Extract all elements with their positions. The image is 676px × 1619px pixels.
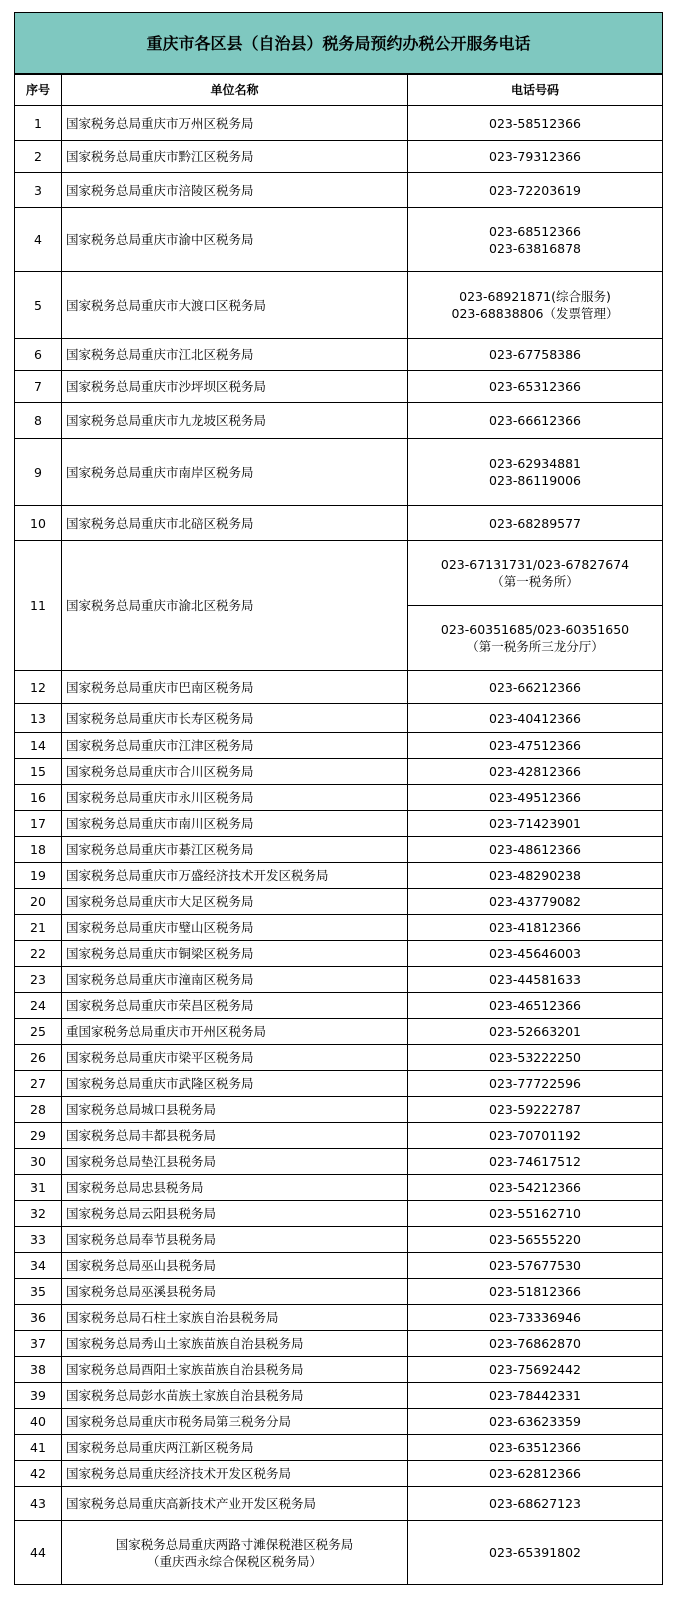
table-row xyxy=(15,1331,663,1357)
row-unit-name: 国家税务总局重庆市大足区税务局 xyxy=(62,889,408,915)
row-number: 23 xyxy=(15,967,62,993)
row-number: 34 xyxy=(15,1253,62,1279)
cell-line: 023-51812366 xyxy=(489,1284,582,1299)
row-unit-name: 国家税务总局重庆市南川区税务局 xyxy=(62,811,408,837)
row-unit-name xyxy=(62,1521,408,1585)
cell-line: 023-66212366 xyxy=(489,679,582,695)
table-title: 重庆市各区县（自治县）税务局预约办税公开服务电话 xyxy=(15,13,663,75)
row-number: 24 xyxy=(15,993,62,1019)
row-number: 17 xyxy=(15,811,62,837)
row-phone xyxy=(408,272,663,339)
cell-line: 023-58512366 xyxy=(489,115,582,131)
cell-line: 023-79312366 xyxy=(489,149,582,164)
cell-line: 023-55162710 xyxy=(489,1206,582,1221)
row-unit-name: 国家税务总局重庆市璧山区税务局 xyxy=(62,915,408,941)
table-row xyxy=(15,1097,663,1123)
cell-line: 023-48290238 xyxy=(489,868,582,883)
cell-line: 023-72203619 xyxy=(489,182,582,198)
row-phone xyxy=(408,1175,663,1201)
row-number: 43 xyxy=(15,1487,62,1521)
cell-line: 023-77722596 xyxy=(489,1076,582,1091)
row-unit-name: 国家税务总局酉阳土家族苗族自治县税务局 xyxy=(62,1357,408,1383)
table-row xyxy=(15,1227,663,1253)
row-phone xyxy=(408,1409,663,1435)
row-unit-name: 国家税务总局重庆市綦江区税务局 xyxy=(62,837,408,863)
table-row xyxy=(15,889,663,915)
row-number: 7 xyxy=(15,371,62,403)
row-unit-name: 国家税务总局巫山县税务局 xyxy=(62,1253,408,1279)
row-phone xyxy=(408,915,663,941)
table-row xyxy=(15,1435,663,1461)
row-phone xyxy=(408,1227,663,1253)
table-row xyxy=(15,1521,663,1585)
row-phone xyxy=(408,208,663,272)
row-number: 5 xyxy=(15,272,62,339)
cell-line: 023-53222250 xyxy=(489,1050,582,1065)
cell-line: （第一税务所三龙分厅） xyxy=(466,639,604,654)
phone-table xyxy=(14,12,663,1585)
table-row xyxy=(15,541,663,606)
row-number: 36 xyxy=(15,1305,62,1331)
row-number: 28 xyxy=(15,1097,62,1123)
row-phone xyxy=(408,1071,663,1097)
row-phone xyxy=(408,1149,663,1175)
table-row xyxy=(15,1019,663,1045)
cell-line: 023-40412366 xyxy=(489,710,582,726)
cell-line: 023-73336946 xyxy=(489,1310,582,1325)
row-phone xyxy=(408,1521,663,1585)
table-row xyxy=(15,993,663,1019)
table-row xyxy=(15,173,663,208)
row-unit-name: 国家税务总局云阳县税务局 xyxy=(62,1201,408,1227)
row-unit-name: 国家税务总局重庆市沙坪坝区税务局 xyxy=(62,371,408,403)
table-row xyxy=(15,1201,663,1227)
row-number: 8 xyxy=(15,403,62,439)
table-row xyxy=(15,785,663,811)
row-number: 21 xyxy=(15,915,62,941)
row-number: 10 xyxy=(15,506,62,541)
table-row xyxy=(15,106,663,141)
table-row xyxy=(15,1149,663,1175)
row-phone xyxy=(408,1279,663,1305)
table-row xyxy=(15,439,663,506)
row-phone xyxy=(408,941,663,967)
row-unit-name: 国家税务总局重庆经济技术开发区税务局 xyxy=(62,1461,408,1487)
row-unit-name: 国家税务总局重庆市涪陵区税务局 xyxy=(62,173,408,208)
row-number: 26 xyxy=(15,1045,62,1071)
cell-line: 023-68512366 xyxy=(489,223,582,239)
table-row xyxy=(15,733,663,759)
cell-line: 023-66612366 xyxy=(489,413,582,428)
row-unit-name: 国家税务总局石柱土家族自治县税务局 xyxy=(62,1305,408,1331)
table-row xyxy=(15,1253,663,1279)
cell-line: 023-62934881 xyxy=(489,456,582,471)
cell-line: 023-45646003 xyxy=(489,946,582,961)
table-row xyxy=(15,1175,663,1201)
row-unit-name: 国家税务总局重庆市九龙坡区税务局 xyxy=(62,403,408,439)
row-phone xyxy=(408,1097,663,1123)
row-unit-name: 国家税务总局重庆高新技术产业开发区税务局 xyxy=(62,1487,408,1521)
row-unit-name: 国家税务总局秀山土家族苗族自治县税务局 xyxy=(62,1331,408,1357)
row-unit-name: 国家税务总局重庆市长寿区税务局 xyxy=(62,704,408,733)
row-number: 19 xyxy=(15,863,62,889)
table-row xyxy=(15,1409,663,1435)
row-number: 14 xyxy=(15,733,62,759)
cell-line: 国家税务总局重庆两路寸滩保税港区税务局 xyxy=(115,1536,354,1552)
row-phone xyxy=(408,1383,663,1409)
cell-line: 023-68838806（发票管理） xyxy=(451,306,619,321)
row-unit-name: 国家税务总局重庆市渝中区税务局 xyxy=(62,208,408,272)
row-number: 39 xyxy=(15,1383,62,1409)
row-number: 4 xyxy=(15,208,62,272)
cell-line: 023-42812366 xyxy=(489,764,582,779)
row-phone xyxy=(408,439,663,506)
row-unit-name: 国家税务总局重庆市合川区税务局 xyxy=(62,759,408,785)
row-unit-name: 国家税务总局重庆市江津区税务局 xyxy=(62,733,408,759)
table-row xyxy=(15,941,663,967)
table-row xyxy=(15,759,663,785)
row-phone xyxy=(408,1201,663,1227)
cell-line: 023-67758386 xyxy=(489,347,582,362)
table-row xyxy=(15,403,663,439)
row-phone xyxy=(408,704,663,733)
row-phone xyxy=(408,759,663,785)
row-number: 41 xyxy=(15,1435,62,1461)
row-phone xyxy=(408,141,663,173)
table-row xyxy=(15,208,663,272)
row-number: 33 xyxy=(15,1227,62,1253)
row-phone xyxy=(408,1357,663,1383)
row-unit-name: 国家税务总局重庆市南岸区税务局 xyxy=(62,439,408,506)
row-number: 42 xyxy=(15,1461,62,1487)
row-number: 35 xyxy=(15,1279,62,1305)
cell-line: 023-52663201 xyxy=(489,1024,582,1039)
cell-line: 023-60351685/023-60351650 xyxy=(440,622,630,637)
row-unit-name: 国家税务总局垫江县税务局 xyxy=(62,1149,408,1175)
row-unit-name: 国家税务总局重庆市荣昌区税务局 xyxy=(62,993,408,1019)
table-row xyxy=(15,1123,663,1149)
table-row xyxy=(15,967,663,993)
row-unit-name: 国家税务总局重庆市武隆区税务局 xyxy=(62,1071,408,1097)
cell-line: 023-68289577 xyxy=(489,515,582,531)
cell-line: 023-46512366 xyxy=(489,998,582,1013)
row-phone xyxy=(408,785,663,811)
row-unit-name: 国家税务总局丰都县税务局 xyxy=(62,1123,408,1149)
cell-line: 023-76862870 xyxy=(489,1336,582,1351)
cell-line: 023-54212366 xyxy=(489,1180,582,1195)
row-unit-name: 国家税务总局忠县税务局 xyxy=(62,1175,408,1201)
row-phone xyxy=(408,863,663,889)
row-phone xyxy=(408,837,663,863)
row-unit-name: 国家税务总局巫溪县税务局 xyxy=(62,1279,408,1305)
cell-line: 023-44581633 xyxy=(489,972,582,987)
row-phone xyxy=(408,606,663,671)
table-row xyxy=(15,671,663,704)
table-row xyxy=(15,1045,663,1071)
row-number: 25 xyxy=(15,1019,62,1045)
table-row xyxy=(15,1383,663,1409)
row-unit-name: 国家税务总局重庆市税务局第三税务分局 xyxy=(62,1409,408,1435)
row-number: 30 xyxy=(15,1149,62,1175)
row-number: 20 xyxy=(15,889,62,915)
cell-line: （第一税务所） xyxy=(491,574,579,589)
row-number: 11 xyxy=(15,541,62,671)
row-phone xyxy=(408,106,663,141)
row-unit-name: 国家税务总局重庆市黔江区税务局 xyxy=(62,141,408,173)
row-unit-name: 重国家税务总局重庆市开州区税务局 xyxy=(62,1019,408,1045)
row-number: 37 xyxy=(15,1331,62,1357)
document xyxy=(14,12,662,1585)
row-phone xyxy=(408,993,663,1019)
row-unit-name: 国家税务总局重庆市江北区税务局 xyxy=(62,339,408,371)
row-number: 31 xyxy=(15,1175,62,1201)
cell-line: 023-71423901 xyxy=(489,816,582,831)
row-unit-name: 国家税务总局重庆市永川区税务局 xyxy=(62,785,408,811)
table-row xyxy=(15,141,663,173)
row-phone xyxy=(408,1435,663,1461)
row-phone xyxy=(408,1045,663,1071)
table-row xyxy=(15,811,663,837)
table-row xyxy=(15,1487,663,1521)
row-number: 2 xyxy=(15,141,62,173)
row-number: 15 xyxy=(15,759,62,785)
table-row xyxy=(15,1279,663,1305)
cell-line: 023-78442331 xyxy=(489,1388,582,1403)
row-unit-name: 国家税务总局重庆市巴南区税务局 xyxy=(62,671,408,704)
table-row xyxy=(15,863,663,889)
cell-line: 023-68627123 xyxy=(489,1496,582,1511)
cell-line: （重庆西永综合保税区税务局） xyxy=(146,1553,322,1569)
row-number: 44 xyxy=(15,1521,62,1585)
row-phone xyxy=(408,889,663,915)
cell-line: 023-47512366 xyxy=(489,738,582,753)
table-row xyxy=(15,1305,663,1331)
row-phone xyxy=(408,1253,663,1279)
row-unit-name: 国家税务总局奉节县税务局 xyxy=(62,1227,408,1253)
row-number: 29 xyxy=(15,1123,62,1149)
row-phone xyxy=(408,1461,663,1487)
cell-line: 023-59222787 xyxy=(489,1102,582,1117)
row-unit-name: 国家税务总局重庆市梁平区税务局 xyxy=(62,1045,408,1071)
cell-line: 023-65391802 xyxy=(489,1545,582,1560)
table-row xyxy=(15,371,663,403)
row-phone xyxy=(408,1331,663,1357)
header-name: 单位名称 xyxy=(62,74,408,106)
row-phone xyxy=(408,173,663,208)
row-unit-name: 国家税务总局重庆市铜梁区税务局 xyxy=(62,941,408,967)
table-row xyxy=(15,1461,663,1487)
cell-line: 023-86119006 xyxy=(489,473,582,488)
row-unit-name: 国家税务总局重庆市万州区税务局 xyxy=(62,106,408,141)
cell-line: 023-65312366 xyxy=(489,379,582,394)
header-phone: 电话号码 xyxy=(408,74,663,106)
row-phone xyxy=(408,811,663,837)
table-row xyxy=(15,272,663,339)
row-unit-name: 国家税务总局重庆市大渡口区税务局 xyxy=(62,272,408,339)
row-phone xyxy=(408,671,663,704)
table-row xyxy=(15,704,663,733)
row-number: 3 xyxy=(15,173,62,208)
row-unit-name: 国家税务总局重庆市潼南区税务局 xyxy=(62,967,408,993)
row-phone xyxy=(408,733,663,759)
row-unit-name: 国家税务总局城口县税务局 xyxy=(62,1097,408,1123)
row-number: 27 xyxy=(15,1071,62,1097)
row-phone xyxy=(408,967,663,993)
table-row xyxy=(15,1357,663,1383)
row-number: 22 xyxy=(15,941,62,967)
cell-line: 023-67131731/023-67827674 xyxy=(440,557,630,572)
row-phone xyxy=(408,1019,663,1045)
cell-line: 023-74617512 xyxy=(489,1154,582,1169)
table-row xyxy=(15,837,663,863)
cell-line: 023-63512366 xyxy=(489,1440,582,1455)
cell-line: 023-56555220 xyxy=(489,1232,582,1247)
row-number: 16 xyxy=(15,785,62,811)
row-number: 12 xyxy=(15,671,62,704)
cell-line: 023-70701192 xyxy=(489,1128,582,1143)
row-number: 38 xyxy=(15,1357,62,1383)
cell-line: 023-43779082 xyxy=(489,894,582,909)
header-no: 序号 xyxy=(15,74,62,106)
table-row xyxy=(15,339,663,371)
table-row xyxy=(15,1071,663,1097)
row-unit-name: 国家税务总局重庆市渝北区税务局 xyxy=(62,541,408,671)
row-number: 6 xyxy=(15,339,62,371)
cell-line: 023-68921871(综合服务) xyxy=(459,289,611,304)
row-unit-name: 国家税务总局重庆两江新区税务局 xyxy=(62,1435,408,1461)
row-number: 18 xyxy=(15,837,62,863)
cell-line: 023-57677530 xyxy=(489,1258,582,1273)
row-phone xyxy=(408,1305,663,1331)
row-unit-name: 国家税务总局彭水苗族土家族自治县税务局 xyxy=(62,1383,408,1409)
cell-line: 023-41812366 xyxy=(489,920,582,935)
cell-line: 023-49512366 xyxy=(489,790,582,805)
row-number: 40 xyxy=(15,1409,62,1435)
cell-line: 023-62812366 xyxy=(489,1466,582,1481)
row-phone xyxy=(408,541,663,606)
table-row xyxy=(15,915,663,941)
cell-line: 023-63623359 xyxy=(489,1414,582,1429)
row-number: 9 xyxy=(15,439,62,506)
row-phone xyxy=(408,403,663,439)
cell-line: 023-75692442 xyxy=(489,1362,582,1377)
row-number: 13 xyxy=(15,704,62,733)
row-phone xyxy=(408,1487,663,1521)
table-body xyxy=(15,106,663,1585)
row-unit-name: 国家税务总局重庆市北碚区税务局 xyxy=(62,506,408,541)
row-phone xyxy=(408,1123,663,1149)
row-phone xyxy=(408,339,663,371)
row-number: 1 xyxy=(15,106,62,141)
cell-line: 023-48612366 xyxy=(489,842,582,857)
cell-line: 023-63816878 xyxy=(489,240,582,256)
table-row xyxy=(15,506,663,541)
row-phone xyxy=(408,506,663,541)
row-unit-name: 国家税务总局重庆市万盛经济技术开发区税务局 xyxy=(62,863,408,889)
row-phone xyxy=(408,371,663,403)
row-number: 32 xyxy=(15,1201,62,1227)
